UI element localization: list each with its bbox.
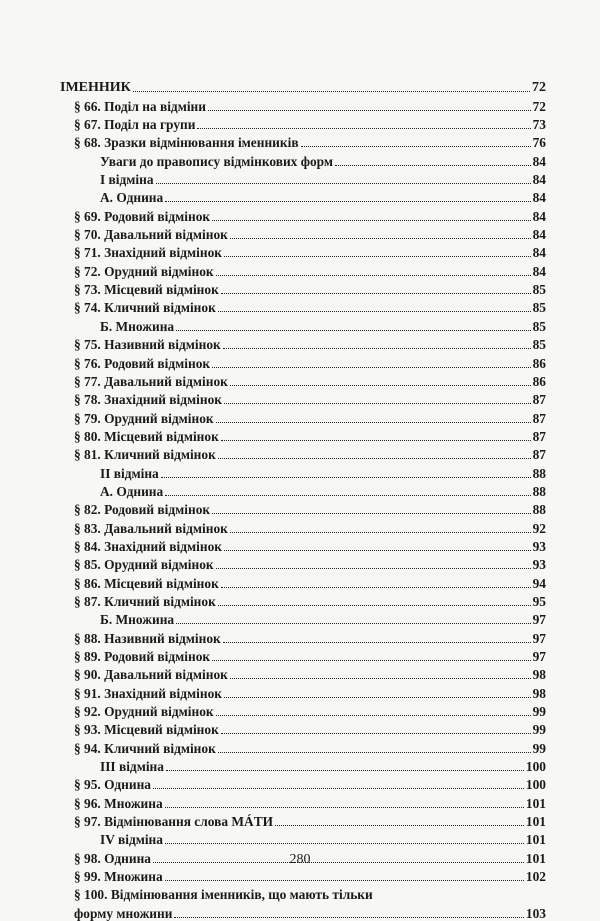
toc-entry[interactable] bbox=[60, 664, 546, 682]
toc-entry[interactable] bbox=[60, 536, 546, 554]
dot-leader bbox=[165, 880, 524, 881]
toc-entry[interactable] bbox=[60, 609, 546, 627]
toc-entry-page: 87 bbox=[532, 428, 546, 444]
dot-leader bbox=[165, 201, 530, 202]
toc-entry-page: 84 bbox=[532, 245, 546, 261]
dot-leader bbox=[165, 495, 530, 496]
toc-entry[interactable] bbox=[60, 591, 546, 609]
toc-entry-label: форму множини bbox=[74, 905, 173, 921]
toc-entry[interactable] bbox=[60, 352, 546, 370]
toc-entry-label: § 74. Кличний відмінок bbox=[74, 300, 216, 316]
dot-leader bbox=[221, 440, 531, 441]
toc-entry[interactable] bbox=[60, 627, 546, 645]
toc-entry-label: § 99. Множина bbox=[74, 869, 163, 885]
dot-leader bbox=[174, 917, 523, 918]
toc-entry-page: 88 bbox=[532, 483, 546, 499]
dot-leader bbox=[218, 311, 531, 312]
toc-entry[interactable] bbox=[60, 646, 546, 664]
dot-leader bbox=[176, 330, 531, 331]
toc-entry-page: 99 bbox=[532, 722, 546, 738]
toc-entry[interactable] bbox=[60, 792, 546, 810]
toc-entry-label: IV відміна bbox=[100, 832, 163, 848]
toc-entry[interactable] bbox=[60, 774, 546, 792]
toc-entry-label: Б. Множина bbox=[100, 318, 175, 334]
toc-entry-page: 99 bbox=[532, 704, 546, 720]
toc-entry-label: § 86. Місцевий відмінок bbox=[74, 575, 219, 591]
toc-entry-label: § 96. Множина bbox=[74, 795, 163, 811]
toc-entry-page: 103 bbox=[525, 905, 546, 921]
toc-entry-page: 88 bbox=[532, 502, 546, 518]
toc-entry-page: 101 bbox=[525, 850, 546, 866]
toc-entry-label: ІІ відміна bbox=[100, 465, 159, 481]
toc-entry-page: 100 bbox=[525, 777, 546, 793]
toc-entry-label: § 90. Давальний відмінок bbox=[74, 667, 228, 683]
toc-entry-page: 87 bbox=[532, 410, 546, 426]
dot-leader bbox=[230, 532, 531, 533]
toc-entry-label: § 93. Місцевий відмінок bbox=[74, 722, 219, 738]
dot-leader bbox=[216, 422, 531, 423]
toc-entry[interactable] bbox=[60, 481, 546, 499]
dot-leader bbox=[218, 752, 531, 753]
toc-entry[interactable] bbox=[60, 517, 546, 535]
table-of-contents bbox=[60, 77, 546, 921]
toc-entry[interactable] bbox=[60, 132, 546, 150]
toc-entry-page: 84 bbox=[532, 190, 546, 206]
toc-entry[interactable] bbox=[60, 829, 546, 847]
toc-entry[interactable] bbox=[60, 682, 546, 700]
toc-entry-label: А. Однина bbox=[100, 483, 164, 499]
toc-entry[interactable] bbox=[60, 77, 546, 95]
toc-entry[interactable] bbox=[60, 866, 546, 884]
toc-entry-label: § 89. Родовий відмінок bbox=[74, 649, 211, 664]
toc-entry[interactable] bbox=[60, 902, 546, 920]
toc-entry-label: § 71. Знахідний відмінок bbox=[74, 245, 222, 261]
toc-entry-label: § 67. Поділ на групи bbox=[74, 117, 196, 133]
toc-entry[interactable] bbox=[60, 756, 546, 774]
dot-leader bbox=[216, 568, 531, 569]
toc-entry-label: § 72. Орудний відмінок bbox=[74, 263, 214, 279]
toc-entry-page: 84 bbox=[532, 208, 546, 224]
dot-leader bbox=[221, 293, 531, 294]
toc-entry[interactable] bbox=[60, 371, 546, 389]
toc-entry[interactable] bbox=[60, 169, 546, 187]
toc-entry-label[interactable]: § 100. Відмінювання іменників, що мають тільки bbox=[74, 887, 373, 903]
toc-entry[interactable] bbox=[60, 334, 546, 352]
toc-entry-label: § 66. Поділ на відміни bbox=[74, 98, 206, 114]
toc-entry-label: Уваги до правопису відмінкових форм bbox=[100, 153, 334, 169]
dot-leader bbox=[230, 238, 531, 239]
toc-entry[interactable] bbox=[60, 572, 546, 590]
dot-leader bbox=[223, 642, 531, 643]
toc-entry-page: 85 bbox=[532, 282, 546, 298]
toc-entry-label: § 92. Орудний відмінок bbox=[74, 704, 214, 720]
toc-entry-page: 101 bbox=[525, 832, 546, 848]
dot-leader bbox=[221, 587, 531, 588]
dot-leader bbox=[153, 788, 524, 789]
toc-entry[interactable] bbox=[60, 260, 546, 278]
page-number: 280 bbox=[289, 852, 311, 867]
toc-entry-page: 84 bbox=[532, 263, 546, 279]
toc-entry[interactable] bbox=[60, 701, 546, 719]
toc-entry-page: 88 bbox=[532, 465, 546, 481]
dot-leader bbox=[218, 458, 531, 459]
toc-entry-page: 84 bbox=[532, 227, 546, 243]
toc-entry-page: 97 bbox=[532, 649, 546, 664]
toc-entry[interactable] bbox=[60, 187, 546, 205]
toc-entry-label: § 94. Кличний відмінок bbox=[74, 740, 216, 756]
toc-entry[interactable] bbox=[60, 444, 546, 462]
toc-entry-label: Б. Множина bbox=[100, 612, 175, 628]
toc-entry[interactable] bbox=[60, 205, 546, 223]
dot-leader bbox=[212, 513, 530, 514]
toc-entry-label: § 75. Називний відмінок bbox=[74, 337, 221, 353]
dot-leader bbox=[218, 605, 531, 606]
toc-entry-label: § 85. Орудний відмінок bbox=[74, 557, 214, 573]
toc-entry-label: § 73. Місцевий відмінок bbox=[74, 282, 219, 298]
dot-leader bbox=[165, 807, 524, 808]
toc-entry-page: 94 bbox=[532, 575, 546, 591]
toc-entry-page: 102 bbox=[525, 869, 546, 885]
dot-leader bbox=[176, 623, 531, 624]
toc-entry-label: § 98. Однина bbox=[74, 850, 151, 866]
toc-entry-label: § 77. Давальний відмінок bbox=[74, 373, 228, 389]
dot-leader bbox=[230, 678, 531, 679]
dot-leader bbox=[133, 91, 530, 92]
toc-entry-page: 87 bbox=[532, 392, 546, 408]
toc-entry-label: § 81. Кличний відмінок bbox=[74, 447, 216, 463]
toc-entry-label: § 88. Називний відмінок bbox=[74, 630, 221, 646]
toc-entry-page: 98 bbox=[532, 667, 546, 683]
toc-entry-page: 101 bbox=[525, 814, 546, 830]
toc-entry-page: 73 bbox=[532, 117, 546, 133]
toc-entry-label: § 95. Однина bbox=[74, 777, 151, 793]
toc-entry[interactable] bbox=[60, 224, 546, 242]
toc-entry-label: § 79. Орудний відмінок bbox=[74, 410, 214, 426]
toc-entry-label: § 70. Давальний відмінок bbox=[74, 227, 228, 243]
dot-leader bbox=[212, 220, 530, 221]
toc-entry[interactable] bbox=[60, 719, 546, 737]
toc-entry[interactable] bbox=[60, 462, 546, 480]
toc-entry-label: § 82. Родовий відмінок bbox=[74, 502, 211, 518]
toc-entry-label: § 83. Давальний відмінок bbox=[74, 520, 228, 536]
toc-entry[interactable] bbox=[60, 737, 546, 755]
toc-entry-page: 98 bbox=[532, 685, 546, 701]
dot-leader bbox=[166, 770, 524, 771]
toc-entry[interactable] bbox=[60, 297, 546, 315]
toc-entry[interactable] bbox=[60, 242, 546, 260]
toc-entry-page: 72 bbox=[532, 98, 546, 114]
dot-leader bbox=[224, 550, 531, 551]
toc-entry-label: § 91. Знахідний відмінок bbox=[74, 685, 222, 701]
dot-leader bbox=[212, 367, 530, 368]
toc-entry[interactable] bbox=[60, 389, 546, 407]
dot-leader bbox=[197, 128, 530, 129]
dot-leader bbox=[224, 403, 531, 404]
toc-entry-label: § 80. Місцевий відмінок bbox=[74, 428, 219, 444]
toc-entry-page: 85 bbox=[532, 300, 546, 316]
toc-entry[interactable] bbox=[60, 150, 546, 168]
toc-entry-label: § 87. Кличний відмінок bbox=[74, 593, 216, 609]
toc-entry-page: 97 bbox=[532, 630, 546, 646]
toc-entry[interactable] bbox=[60, 315, 546, 333]
toc-entry-page: 92 bbox=[532, 520, 546, 536]
toc-entry-label: § 78. Знахідний відмінок bbox=[74, 392, 222, 408]
dot-leader bbox=[230, 385, 531, 386]
toc-entry[interactable] bbox=[60, 499, 546, 517]
toc-entry-page: 100 bbox=[525, 759, 546, 775]
dot-leader bbox=[208, 110, 531, 111]
toc-entry-label: І відміна bbox=[100, 172, 154, 188]
toc-entry-label: ІІІ відміна bbox=[100, 759, 164, 775]
toc-entry[interactable] bbox=[60, 554, 546, 572]
dot-leader bbox=[224, 256, 531, 257]
dot-leader bbox=[301, 146, 531, 147]
toc-entry-page: 99 bbox=[532, 740, 546, 756]
toc-entry[interactable] bbox=[60, 407, 546, 425]
toc-entry-page: 101 bbox=[525, 795, 546, 811]
toc-entry-page: 86 bbox=[532, 355, 546, 371]
toc-entry-label: § 69. Родовий відмінок bbox=[74, 208, 211, 224]
toc-entry-page: 95 bbox=[532, 593, 546, 609]
dot-leader bbox=[275, 825, 524, 826]
toc-entry-page: 85 bbox=[532, 337, 546, 353]
toc-entry-label: § 97. Відмінювання слова МÁТИ bbox=[74, 814, 274, 830]
toc-entry-label: ІМЕННИК bbox=[60, 80, 131, 96]
toc-entry-page: 93 bbox=[532, 538, 546, 554]
toc-entry[interactable] bbox=[60, 426, 546, 444]
toc-entry-page: 85 bbox=[532, 318, 546, 334]
toc-entry-label: § 68. Зразки відмінювання іменників bbox=[74, 135, 299, 151]
toc-entry-page: 97 bbox=[532, 612, 546, 628]
dot-leader bbox=[216, 715, 531, 716]
toc-entry-page: 86 bbox=[532, 373, 546, 389]
dot-leader bbox=[224, 697, 531, 698]
dot-leader bbox=[216, 275, 531, 276]
dot-leader bbox=[223, 348, 531, 349]
toc-entry-page: 84 bbox=[532, 172, 546, 188]
dot-leader bbox=[221, 733, 531, 734]
toc-entry-label: А. Однина bbox=[100, 190, 164, 206]
dot-leader bbox=[161, 477, 531, 478]
toc-entry[interactable] bbox=[60, 279, 546, 297]
dot-leader bbox=[212, 660, 530, 661]
toc-entry[interactable] bbox=[60, 114, 546, 132]
toc-entry-page: 84 bbox=[532, 153, 546, 169]
toc-entry-page: 76 bbox=[532, 135, 546, 151]
dot-leader bbox=[165, 843, 524, 844]
toc-entry[interactable] bbox=[60, 95, 546, 113]
toc-entry-page: 87 bbox=[532, 447, 546, 463]
toc-entry-label: § 76. Родовий відмінок bbox=[74, 355, 211, 371]
toc-entry-label: § 84. Знахідний відмінок bbox=[74, 538, 222, 554]
dot-leader bbox=[335, 165, 531, 166]
toc-entry-page: 72 bbox=[532, 80, 546, 96]
toc-entry[interactable] bbox=[60, 811, 546, 829]
dot-leader bbox=[156, 183, 531, 184]
toc-entry-page: 93 bbox=[532, 557, 546, 573]
